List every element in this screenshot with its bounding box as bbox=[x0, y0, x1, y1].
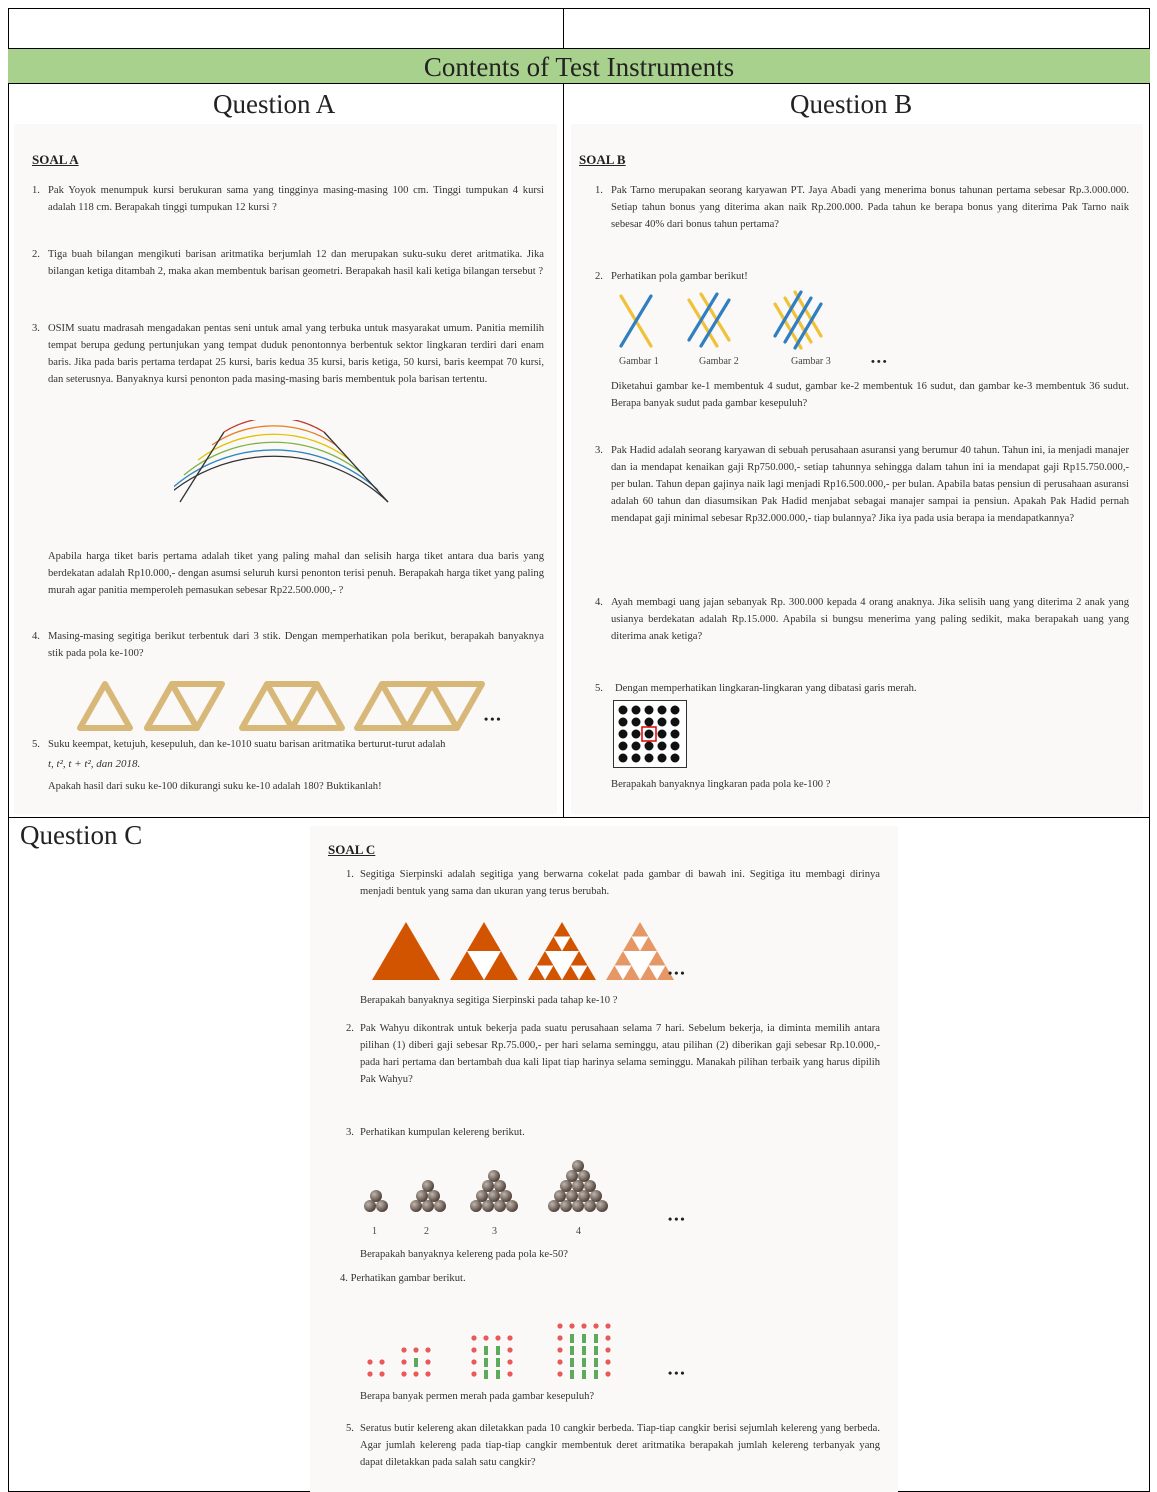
soal-a-panel bbox=[14, 124, 557, 814]
table-header-banner bbox=[8, 48, 1150, 84]
q-number: 3. bbox=[346, 1127, 354, 1138]
soal-a-q5-continued: Apakah hasil dari suku ke-100 dikurangi suku ke-10 adalah 180? Buktikanlah! bbox=[48, 781, 382, 792]
soal-a-title: SOAL A bbox=[32, 152, 79, 167]
q-number: 1. bbox=[595, 185, 603, 196]
sierpinski-triangles-figure bbox=[368, 918, 678, 984]
q-number: 4. bbox=[595, 597, 603, 608]
q-text: Seratus butir kelereng akan diletakkan pada 10 cangkir berbeda. Tiap-tiap cangkir berisi sejumlah kelereng yang berbeda. Agar jumlah kelereng pada tiap-tiap cangkir membentuk deret aritmatika berapakah jumlah kelereng terbanyak yang dapat diletakkan pada salah satu cangkir? bbox=[360, 1423, 880, 1468]
q-text: Pak Tarno merupakan seorang karyawan PT. Jaya Abadi yang menerima bonus tahunan pertama sebesar Rp.3.000.000. Setiap tahun bonus yang diterima akan naik Rp.200.000. Pada tahun ke berapa bonus yang diterima Pak Tarno naik sebesar 40% dari bonus tahun pertama? bbox=[611, 185, 1129, 230]
soal-a-q1 bbox=[32, 182, 544, 216]
column-b-heading: Question B bbox=[790, 89, 913, 119]
soal-c-q1-ellipsis: ••• bbox=[668, 966, 687, 980]
soal-b-q1 bbox=[595, 182, 1129, 233]
soal-b-title: SOAL B bbox=[579, 152, 626, 167]
candy-pattern-figure bbox=[364, 1294, 644, 1384]
q-number: 4. bbox=[32, 631, 40, 642]
q-text: OSIM suatu madrasah mengadakan pentas seni untuk amal yang terbuka untuk masyarakat umum. Panitia memilih tempat berupa gedung pertunjukan yang tempat duduk penontonnya berbentuk sektor lingkaran terdiri dari enam baris. Jika pada baris pertama terdapat 25 kursi, baris kedua 35 kursi, baris ketiga, 50 kursi, baris keempat 70 kursi, dan seterusnya. Banyaknya kursi penonton pada masing-masing baris membentuk pola barisan tertentu. bbox=[48, 323, 544, 385]
soal-c-marble-label-3: 3 bbox=[492, 1226, 497, 1237]
q-text: Suku keempat, ketujuh, kesepuluh, dan ke-1010 suatu barisan aritmatika berturut-turut adalah bbox=[48, 739, 446, 750]
table-header-title: Contents of Test Instruments bbox=[423, 52, 735, 82]
q-text: Pak Wahyu dikontrak untuk bekerja pada suatu perusahaan selama 7 hari. Sebelum bekerja, ia diminta memilih antara pilihan (1) diberi gaji sebesar Rp.75.000,- per hari selama seminggu, atau pilihan (2) diberikan gaji sebesar Rp.10.000,- pada hari pertama dan bertambah dua kali lipat tiap harinya selama seminggu. Manakah pilihan terbaik yang harus dipilih Pak Wahyu? bbox=[360, 1023, 880, 1085]
q-number: 3. bbox=[32, 323, 40, 334]
q-text: Ayah membagi uang jajan sebanyak Rp. 300.000 kepada 4 orang anaknya. Jika selisih uang yang diterima 2 anak yang usianya berdekatan adalah Rp.15.000. Apabila si bungsu menerima yang paling sedikit, maka berapakah uang yang diterima anak ketiga? bbox=[611, 597, 1129, 642]
soal-c-title: SOAL C bbox=[328, 842, 376, 857]
soal-b-q2-ellipsis: ••• bbox=[871, 356, 889, 368]
soal-b-q5-continued: Berapakah banyaknya lingkaran pada pola ke-100 ? bbox=[611, 779, 831, 790]
soal-c-q1 bbox=[346, 866, 880, 900]
q-number: 5. bbox=[32, 739, 40, 750]
column-divider-top bbox=[563, 8, 564, 48]
q-text: Segitiga Sierpinski adalah segitiga yang berwarna cokelat pada gambar di bawah ini. Segitiga itu membagi dirinya menjadi bentuk yang sama dan ukuran yang terus berubah. bbox=[360, 869, 880, 897]
soal-b-q4 bbox=[595, 594, 1129, 645]
column-a-heading: Question A bbox=[213, 89, 336, 119]
soal-b-q3 bbox=[595, 442, 1129, 527]
q-number: 5. bbox=[346, 1423, 354, 1434]
q-text: Pak Hadid adalah seorang karyawan di sebuah perusahaan asuransi yang berumur 40 tahun. Tahun ini, ia menjadi manajer dan ia mendapat kenaikan gaji Rp750.000,- setiap tahunnya sehingga dalam tahun ini ia mendapat gaji Rp15.750.000,- per bulan. Tahun depan gajinya naik lagi menjadi Rp16.500.000,- per bulan. Apabila batas pensiun di perusahaan asuransi adalah 60 tahun dan diasumsikan Pak Hadid menjabat sebagai manajer sampai ia pensiun. Apakah Pak Hadid pernah mendapat gaji minimal sebesar Rp32.000.000,- tiap bulannya? Jika iya pada usia berapa ia mendapatkannya? bbox=[611, 445, 1129, 524]
soal-a-q5-formula: t, t², t + t², dan 2018. bbox=[48, 758, 141, 770]
soal-b-fig-caption-2: Gambar 2 bbox=[699, 356, 739, 367]
theater-seating-diagram bbox=[174, 420, 404, 550]
soal-c-marble-label-1: 1 bbox=[372, 1226, 377, 1237]
soal-a-q3-continued: Apabila harga tiket baris pertama adalah tiket yang paling mahal dan selisih harga tiket antara dua baris yang berdekatan adalah Rp10.000,- dengan asumsi seluruh kursi penonton terisi penuh. Berapakah harga tiket yang paling murah agar panitia memperoleh pemasukan sebesar Rp22.500.000,- ? bbox=[48, 551, 544, 596]
q-number: 1. bbox=[346, 869, 354, 880]
soal-b-q5 bbox=[595, 680, 1129, 697]
marble-stacks-figure bbox=[358, 1146, 658, 1230]
soal-c-marble-label-2: 2 bbox=[424, 1226, 429, 1237]
column-c-heading: Question C bbox=[20, 820, 143, 850]
soal-b-q2-continued: Diketahui gambar ke-1 membentuk 4 sudut, gambar ke-2 membentuk 16 sudut, dan gambar ke-3 membentuk 36 sudut. Berapa banyak sudut pada gambar kesepuluh? bbox=[611, 381, 1129, 409]
soal-b-fig-caption-1: Gambar 1 bbox=[619, 356, 659, 367]
soal-a-q3 bbox=[32, 320, 544, 388]
q-number: 2. bbox=[595, 271, 603, 282]
q-text: Masing-masing segitiga berikut terbentuk dari 3 stik. Dengan memperhatikan pola berikut, berapakah banyaknya stik pada pola ke-100? bbox=[48, 631, 544, 659]
q-number: 1. bbox=[32, 185, 40, 196]
soal-c-q4-continued: Berapa banyak permen merah pada gambar kesepuluh? bbox=[360, 1391, 595, 1402]
q-text: Pak Yoyok menumpuk kursi berukuran sama yang tingginya masing-masing 100 cm. Tinggi tumpukan 4 kursi adalah 118 cm. Berapakah tinggi tumpukan 12 kursi ? bbox=[48, 185, 544, 213]
q-text: Perhatikan kumpulan kelereng berikut. bbox=[360, 1127, 525, 1138]
q-number: 2. bbox=[32, 249, 40, 260]
q-text: Tiga buah bilangan mengikuti barisan aritmatika berjumlah 12 dan merupakan suku-suku deret aritmatika. Jika bilangan ketiga ditambah 2, maka akan membentuk barisan geometri. Berapakah hasil kali ketiga bilangan tersebut ? bbox=[48, 249, 544, 277]
soal-c-q5 bbox=[346, 1420, 880, 1471]
soal-b-fig-caption-3: Gambar 3 bbox=[791, 356, 831, 367]
q-text: Perhatikan pola gambar berikut! bbox=[611, 271, 748, 282]
soal-c-q3-continued: Berapakah banyaknya kelereng pada pola ke-50? bbox=[360, 1249, 568, 1260]
q-number: 2. bbox=[346, 1023, 354, 1034]
soal-a-q4-ellipsis: ••• bbox=[484, 712, 503, 726]
soal-c-marble-label-4: 4 bbox=[576, 1226, 581, 1237]
soal-a-q4 bbox=[32, 628, 544, 662]
q-text: Dengan memperhatikan lingkaran-lingkaran yang dibatasi garis merah. bbox=[615, 683, 917, 694]
soal-a-q2 bbox=[32, 246, 544, 280]
soal-c-q3-ellipsis: ••• bbox=[668, 1212, 687, 1226]
soal-a-q5 bbox=[32, 736, 544, 753]
soal-c-q1-continued: Berapakah banyaknya segitiga Sierpinski pada tahap ke-10 ? bbox=[360, 995, 618, 1006]
soal-c-q4: 4. Perhatikan gambar berikut. bbox=[340, 1273, 466, 1284]
soal-c-q3 bbox=[346, 1124, 880, 1141]
q-number: 5. bbox=[595, 683, 603, 694]
soal-c-q4-ellipsis: ••• bbox=[668, 1366, 687, 1380]
row-divider bbox=[8, 817, 1150, 818]
soal-b-q2 bbox=[595, 268, 1129, 285]
dot-grid-figure bbox=[613, 700, 687, 768]
soal-b-panel bbox=[571, 124, 1143, 814]
soal-c-panel bbox=[310, 826, 898, 1492]
matchstick-triangles-figure bbox=[74, 678, 544, 734]
crossing-lines-figure bbox=[617, 290, 887, 350]
soal-c-q2 bbox=[346, 1020, 880, 1088]
column-divider-middle bbox=[563, 84, 564, 817]
q-number: 3. bbox=[595, 445, 603, 456]
